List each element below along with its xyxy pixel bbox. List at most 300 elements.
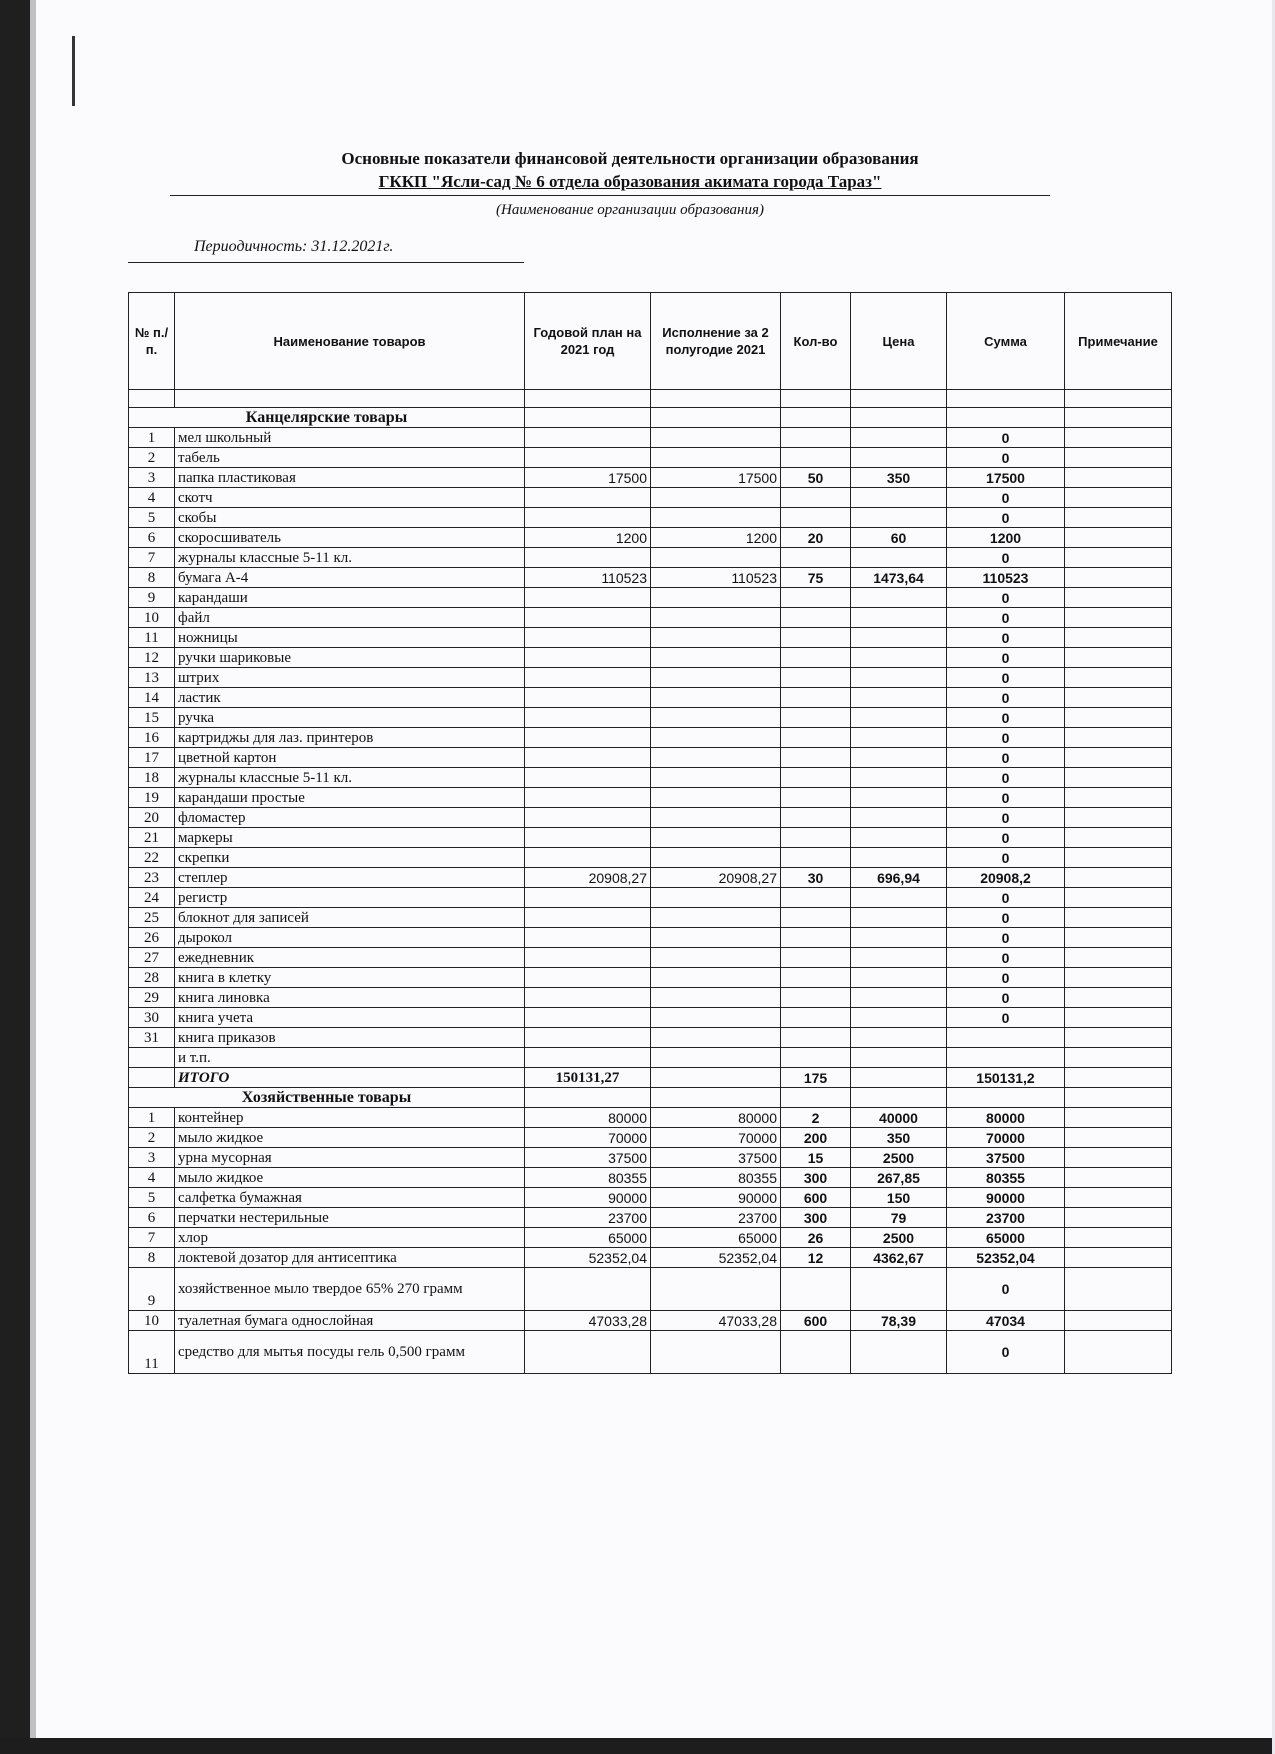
note-cell: [1065, 1128, 1172, 1148]
item-name: журналы классные 5-11 кл.: [175, 768, 525, 788]
sum-cell: 1200: [947, 528, 1065, 548]
row-number: 20: [129, 808, 175, 828]
item-name: ежедневник: [175, 948, 525, 968]
row-number: 4: [129, 1168, 175, 1188]
col-sum: Сумма: [947, 293, 1065, 390]
row-number: 10: [129, 1311, 175, 1331]
annual-plan-cell: 17500: [525, 468, 651, 488]
table-row: [129, 668, 1172, 688]
execution-cell: [651, 948, 781, 968]
row-number: 27: [129, 948, 175, 968]
item-name: степлер: [175, 868, 525, 888]
execution-cell: [651, 648, 781, 668]
execution-cell: [651, 1048, 781, 1068]
annual-plan-cell: [525, 548, 651, 568]
empty-cell: [525, 1088, 651, 1108]
row-number: 4: [129, 488, 175, 508]
sum-cell: 0: [947, 508, 1065, 528]
row-number: 10: [129, 608, 175, 628]
execution-cell: [651, 548, 781, 568]
item-name: папка пластиковая: [175, 468, 525, 488]
price-cell: [851, 508, 947, 528]
execution-cell: [651, 968, 781, 988]
table-row: [129, 1028, 1172, 1048]
note-cell: [1065, 468, 1172, 488]
item-name: урна мусорная: [175, 1148, 525, 1168]
financial-table: [128, 292, 1172, 1374]
table-row: [129, 548, 1172, 568]
sum-cell: [947, 1048, 1065, 1068]
annual-plan-cell: 52352,04: [525, 1248, 651, 1268]
execution-cell: [651, 728, 781, 748]
table-row: [129, 1108, 1172, 1128]
item-name: ручки шариковые: [175, 648, 525, 668]
quantity-cell: [781, 448, 851, 468]
section-title: Хозяйственные товары: [129, 1088, 525, 1108]
row-number: 6: [129, 528, 175, 548]
table-row: [129, 1248, 1172, 1268]
sum-cell: 47034: [947, 1311, 1065, 1331]
price-cell: [851, 988, 947, 1008]
col-name: Наименование товаров: [175, 293, 525, 390]
note-cell: [1065, 708, 1172, 728]
item-name: хлор: [175, 1228, 525, 1248]
quantity-cell: [781, 668, 851, 688]
table-row: [129, 908, 1172, 928]
item-name: контейнер: [175, 1108, 525, 1128]
annual-plan-cell: [525, 948, 651, 968]
note-cell: [1065, 1248, 1172, 1268]
sum-cell: 0: [947, 588, 1065, 608]
annual-plan-cell: [525, 748, 651, 768]
col-note: Примечание: [1065, 293, 1172, 390]
total-plan: 150131,27: [525, 1068, 651, 1088]
quantity-cell: 300: [781, 1208, 851, 1228]
annual-plan-cell: 37500: [525, 1148, 651, 1168]
empty-cell: [947, 408, 1065, 428]
price-cell: [851, 1028, 947, 1048]
execution-cell: 80355: [651, 1168, 781, 1188]
execution-cell: [651, 768, 781, 788]
sum-cell: 0: [947, 988, 1065, 1008]
row-number: 2: [129, 448, 175, 468]
row-number: [129, 1048, 175, 1068]
total-label: ИТОГО: [175, 1068, 525, 1088]
sum-cell: 23700: [947, 1208, 1065, 1228]
quantity-cell: [781, 1331, 851, 1374]
quantity-cell: [781, 928, 851, 948]
item-name: книга в клетку: [175, 968, 525, 988]
note-cell: [1065, 1108, 1172, 1128]
sum-cell: 110523: [947, 568, 1065, 588]
price-cell: [851, 688, 947, 708]
row-number: 11: [129, 1331, 175, 1374]
price-cell: [851, 928, 947, 948]
execution-cell: [651, 428, 781, 448]
item-name: табель: [175, 448, 525, 468]
note-cell: [1065, 688, 1172, 708]
sum-cell: 0: [947, 908, 1065, 928]
quantity-cell: 50: [781, 468, 851, 488]
empty-cell: [1065, 408, 1172, 428]
row-number: 5: [129, 1188, 175, 1208]
item-name: скрепки: [175, 848, 525, 868]
sum-cell: 0: [947, 768, 1065, 788]
annual-plan-cell: [525, 988, 651, 1008]
quantity-cell: 300: [781, 1168, 851, 1188]
total-sum: 150131,2: [947, 1068, 1065, 1088]
table-row: [129, 948, 1172, 968]
quantity-cell: [781, 428, 851, 448]
total-price: [851, 1068, 947, 1088]
sum-cell: 20908,2: [947, 868, 1065, 888]
row-number: 12: [129, 648, 175, 668]
price-cell: [851, 428, 947, 448]
price-cell: [851, 608, 947, 628]
execution-cell: [651, 508, 781, 528]
price-cell: 2500: [851, 1228, 947, 1248]
sum-cell: 17500: [947, 468, 1065, 488]
row-number: 24: [129, 888, 175, 908]
row-number: 13: [129, 668, 175, 688]
execution-cell: [651, 628, 781, 648]
annual-plan-cell: [525, 1268, 651, 1311]
item-name: перчатки нестерильные: [175, 1208, 525, 1228]
table-row: [129, 988, 1172, 1008]
price-cell: [851, 1331, 947, 1374]
table-row: [129, 1208, 1172, 1228]
row-number: 21: [129, 828, 175, 848]
item-name: книга учета: [175, 1008, 525, 1028]
sum-cell: 70000: [947, 1128, 1065, 1148]
quantity-cell: [781, 648, 851, 668]
execution-cell: 80000: [651, 1108, 781, 1128]
execution-cell: [651, 1268, 781, 1311]
total-execution: [651, 1068, 781, 1088]
execution-cell: 1200: [651, 528, 781, 548]
item-name: и т.п.: [175, 1048, 525, 1068]
empty-cell: [651, 408, 781, 428]
sum-cell: 80355: [947, 1168, 1065, 1188]
quantity-cell: [781, 948, 851, 968]
annual-plan-cell: [525, 928, 651, 948]
col-plan: Годовой план на 2021 год: [525, 293, 651, 390]
annual-plan-cell: [525, 488, 651, 508]
note-cell: [1065, 1048, 1172, 1068]
note-cell: [1065, 608, 1172, 628]
quantity-cell: 26: [781, 1228, 851, 1248]
price-cell: [851, 808, 947, 828]
table-row: [129, 1128, 1172, 1148]
table-row: [129, 788, 1172, 808]
annual-plan-cell: 110523: [525, 568, 651, 588]
note-cell: [1065, 1028, 1172, 1048]
note-cell: [1065, 648, 1172, 668]
table-row: [129, 708, 1172, 728]
price-cell: 267,85: [851, 1168, 947, 1188]
row-number: 28: [129, 968, 175, 988]
table-row: [129, 1008, 1172, 1028]
table-row: [129, 848, 1172, 868]
table-row: [129, 688, 1172, 708]
note-cell: [1065, 908, 1172, 928]
col-price: Цена: [851, 293, 947, 390]
row-number: 23: [129, 868, 175, 888]
sum-cell: 0: [947, 628, 1065, 648]
note-cell: [1065, 448, 1172, 468]
row-number: 3: [129, 1148, 175, 1168]
price-cell: [851, 908, 947, 928]
price-cell: 4362,67: [851, 1248, 947, 1268]
row-number: 17: [129, 748, 175, 768]
quantity-cell: 600: [781, 1188, 851, 1208]
annual-plan-cell: [525, 1028, 651, 1048]
quantity-cell: [781, 1268, 851, 1311]
annual-plan-cell: [525, 968, 651, 988]
row-number: 11: [129, 628, 175, 648]
sum-cell: 0: [947, 808, 1065, 828]
col-execution: Исполнение за 2 полугодие 2021: [651, 293, 781, 390]
note-cell: [1065, 428, 1172, 448]
annual-plan-cell: [525, 908, 651, 928]
row-number: 25: [129, 908, 175, 928]
note-cell: [1065, 1008, 1172, 1028]
table-row: [129, 1331, 1172, 1374]
quantity-cell: [781, 808, 851, 828]
note-cell: [1065, 828, 1172, 848]
execution-cell: [651, 908, 781, 928]
note-cell: [1065, 488, 1172, 508]
price-cell: [851, 768, 947, 788]
price-cell: 60: [851, 528, 947, 548]
sum-cell: 0: [947, 928, 1065, 948]
quantity-cell: [781, 728, 851, 748]
note-cell: [1065, 628, 1172, 648]
note-cell: [1065, 1168, 1172, 1188]
quantity-cell: 15: [781, 1148, 851, 1168]
row-number: 14: [129, 688, 175, 708]
empty-cell: [129, 1068, 175, 1088]
row-number: 5: [129, 508, 175, 528]
note-cell: [1065, 528, 1172, 548]
note-cell: [1065, 1331, 1172, 1374]
col-quantity: Кол-во: [781, 293, 851, 390]
annual-plan-cell: [525, 508, 651, 528]
item-name: мыло жидкое: [175, 1168, 525, 1188]
item-name: локтевой дозатор для антисептика: [175, 1248, 525, 1268]
price-cell: 1473,64: [851, 568, 947, 588]
item-name: туалетная бумага однослойная: [175, 1311, 525, 1331]
annual-plan-cell: [525, 628, 651, 648]
sum-cell: 0: [947, 648, 1065, 668]
organization-name: [150, 172, 1110, 192]
sum-cell: 0: [947, 848, 1065, 868]
note-cell: [1065, 1268, 1172, 1311]
price-cell: [851, 588, 947, 608]
quantity-cell: [781, 688, 851, 708]
execution-cell: 23700: [651, 1208, 781, 1228]
table-row: [129, 648, 1172, 668]
execution-cell: 110523: [651, 568, 781, 588]
table-row: [129, 568, 1172, 588]
period-underline: [128, 262, 524, 263]
price-cell: [851, 488, 947, 508]
price-cell: [851, 628, 947, 648]
sum-cell: 0: [947, 688, 1065, 708]
item-name: журналы классные 5-11 кл.: [175, 548, 525, 568]
empty-cell: [851, 1088, 947, 1108]
note-cell: [1065, 588, 1172, 608]
price-cell: 78,39: [851, 1311, 947, 1331]
row-number: 8: [129, 568, 175, 588]
annual-plan-cell: 80000: [525, 1108, 651, 1128]
price-cell: 696,94: [851, 868, 947, 888]
row-number: 7: [129, 1228, 175, 1248]
note-cell: [1065, 748, 1172, 768]
price-cell: [851, 1008, 947, 1028]
annual-plan-cell: [525, 888, 651, 908]
note-cell: [1065, 548, 1172, 568]
row-number: 30: [129, 1008, 175, 1028]
annual-plan-cell: 23700: [525, 1208, 651, 1228]
execution-cell: [651, 1008, 781, 1028]
table-row: [129, 1168, 1172, 1188]
price-cell: [851, 848, 947, 868]
row-number: 9: [129, 588, 175, 608]
sum-cell: 37500: [947, 1148, 1065, 1168]
quantity-cell: [781, 548, 851, 568]
price-cell: [851, 948, 947, 968]
empty-cell: [781, 408, 851, 428]
price-cell: [851, 668, 947, 688]
quantity-cell: [781, 768, 851, 788]
execution-cell: [651, 808, 781, 828]
price-cell: [851, 968, 947, 988]
table-row: [129, 508, 1172, 528]
section-header-row: [129, 1088, 1172, 1108]
sum-cell: 0: [947, 708, 1065, 728]
table-row: [129, 628, 1172, 648]
table-row: [129, 828, 1172, 848]
table-body: [129, 390, 1172, 1374]
table-row: [129, 928, 1172, 948]
total-quantity: 175: [781, 1068, 851, 1088]
price-cell: [851, 708, 947, 728]
table-row: [129, 1268, 1172, 1311]
item-name: скобы: [175, 508, 525, 528]
sum-cell: 0: [947, 888, 1065, 908]
item-name: хозяйственное мыло твердое 65% 270 грамм: [175, 1268, 525, 1311]
annual-plan-cell: [525, 688, 651, 708]
quantity-cell: [781, 508, 851, 528]
empty-cell: [651, 1088, 781, 1108]
sum-cell: 0: [947, 608, 1065, 628]
execution-cell: 70000: [651, 1128, 781, 1148]
quantity-cell: [781, 888, 851, 908]
note-cell: [1065, 968, 1172, 988]
quantity-cell: [781, 748, 851, 768]
table-row: [129, 1311, 1172, 1331]
annual-plan-cell: [525, 828, 651, 848]
note-cell: [1065, 888, 1172, 908]
execution-cell: [651, 488, 781, 508]
note-cell: [1065, 1188, 1172, 1208]
period-label: Периодичность: 31.12.2021г.: [194, 238, 394, 255]
sum-cell: 0: [947, 488, 1065, 508]
price-cell: [851, 548, 947, 568]
quantity-cell: 600: [781, 1311, 851, 1331]
col-number: № п./п.: [129, 293, 175, 390]
note-cell: [1065, 868, 1172, 888]
execution-cell: 52352,04: [651, 1248, 781, 1268]
sum-cell: [947, 1028, 1065, 1048]
price-cell: 2500: [851, 1148, 947, 1168]
table-row: [129, 1148, 1172, 1168]
quantity-cell: 200: [781, 1128, 851, 1148]
execution-cell: [651, 828, 781, 848]
annual-plan-cell: [525, 668, 651, 688]
item-name: штрих: [175, 668, 525, 688]
note-cell: [1065, 788, 1172, 808]
item-name: книга приказов: [175, 1028, 525, 1048]
execution-cell: 20908,27: [651, 868, 781, 888]
note-cell: [1065, 988, 1172, 1008]
note-cell: [1065, 508, 1172, 528]
annual-plan-cell: [525, 608, 651, 628]
row-number: 26: [129, 928, 175, 948]
quantity-cell: [781, 588, 851, 608]
execution-cell: [651, 988, 781, 1008]
row-number: 7: [129, 548, 175, 568]
row-number: 9: [129, 1268, 175, 1311]
item-name: дырокол: [175, 928, 525, 948]
table-row: [129, 868, 1172, 888]
annual-plan-cell: 1200: [525, 528, 651, 548]
section-title: Канцелярские товары: [129, 408, 525, 428]
annual-plan-cell: [525, 768, 651, 788]
table-row: [129, 608, 1172, 628]
item-name: маркеры: [175, 828, 525, 848]
annual-plan-cell: [525, 648, 651, 668]
quantity-cell: [781, 828, 851, 848]
quantity-cell: 75: [781, 568, 851, 588]
annual-plan-cell: [525, 728, 651, 748]
item-name: мел школьный: [175, 428, 525, 448]
note-cell: [1065, 948, 1172, 968]
item-name: бумага А-4: [175, 568, 525, 588]
execution-cell: [651, 1331, 781, 1374]
sum-cell: 0: [947, 428, 1065, 448]
sum-cell: 0: [947, 788, 1065, 808]
sum-cell: 0: [947, 828, 1065, 848]
annual-plan-cell: 47033,28: [525, 1311, 651, 1331]
sum-cell: 80000: [947, 1108, 1065, 1128]
annual-plan-cell: [525, 448, 651, 468]
table-row: [129, 888, 1172, 908]
item-name: мыло жидкое: [175, 1128, 525, 1148]
price-cell: 40000: [851, 1108, 947, 1128]
quantity-cell: [781, 628, 851, 648]
execution-cell: [651, 748, 781, 768]
sum-cell: 0: [947, 1008, 1065, 1028]
item-name: скоросшиватель: [175, 528, 525, 548]
annual-plan-cell: [525, 708, 651, 728]
sum-cell: 0: [947, 728, 1065, 748]
price-cell: 350: [851, 468, 947, 488]
execution-cell: 37500: [651, 1148, 781, 1168]
row-number: 15: [129, 708, 175, 728]
sum-cell: 52352,04: [947, 1248, 1065, 1268]
